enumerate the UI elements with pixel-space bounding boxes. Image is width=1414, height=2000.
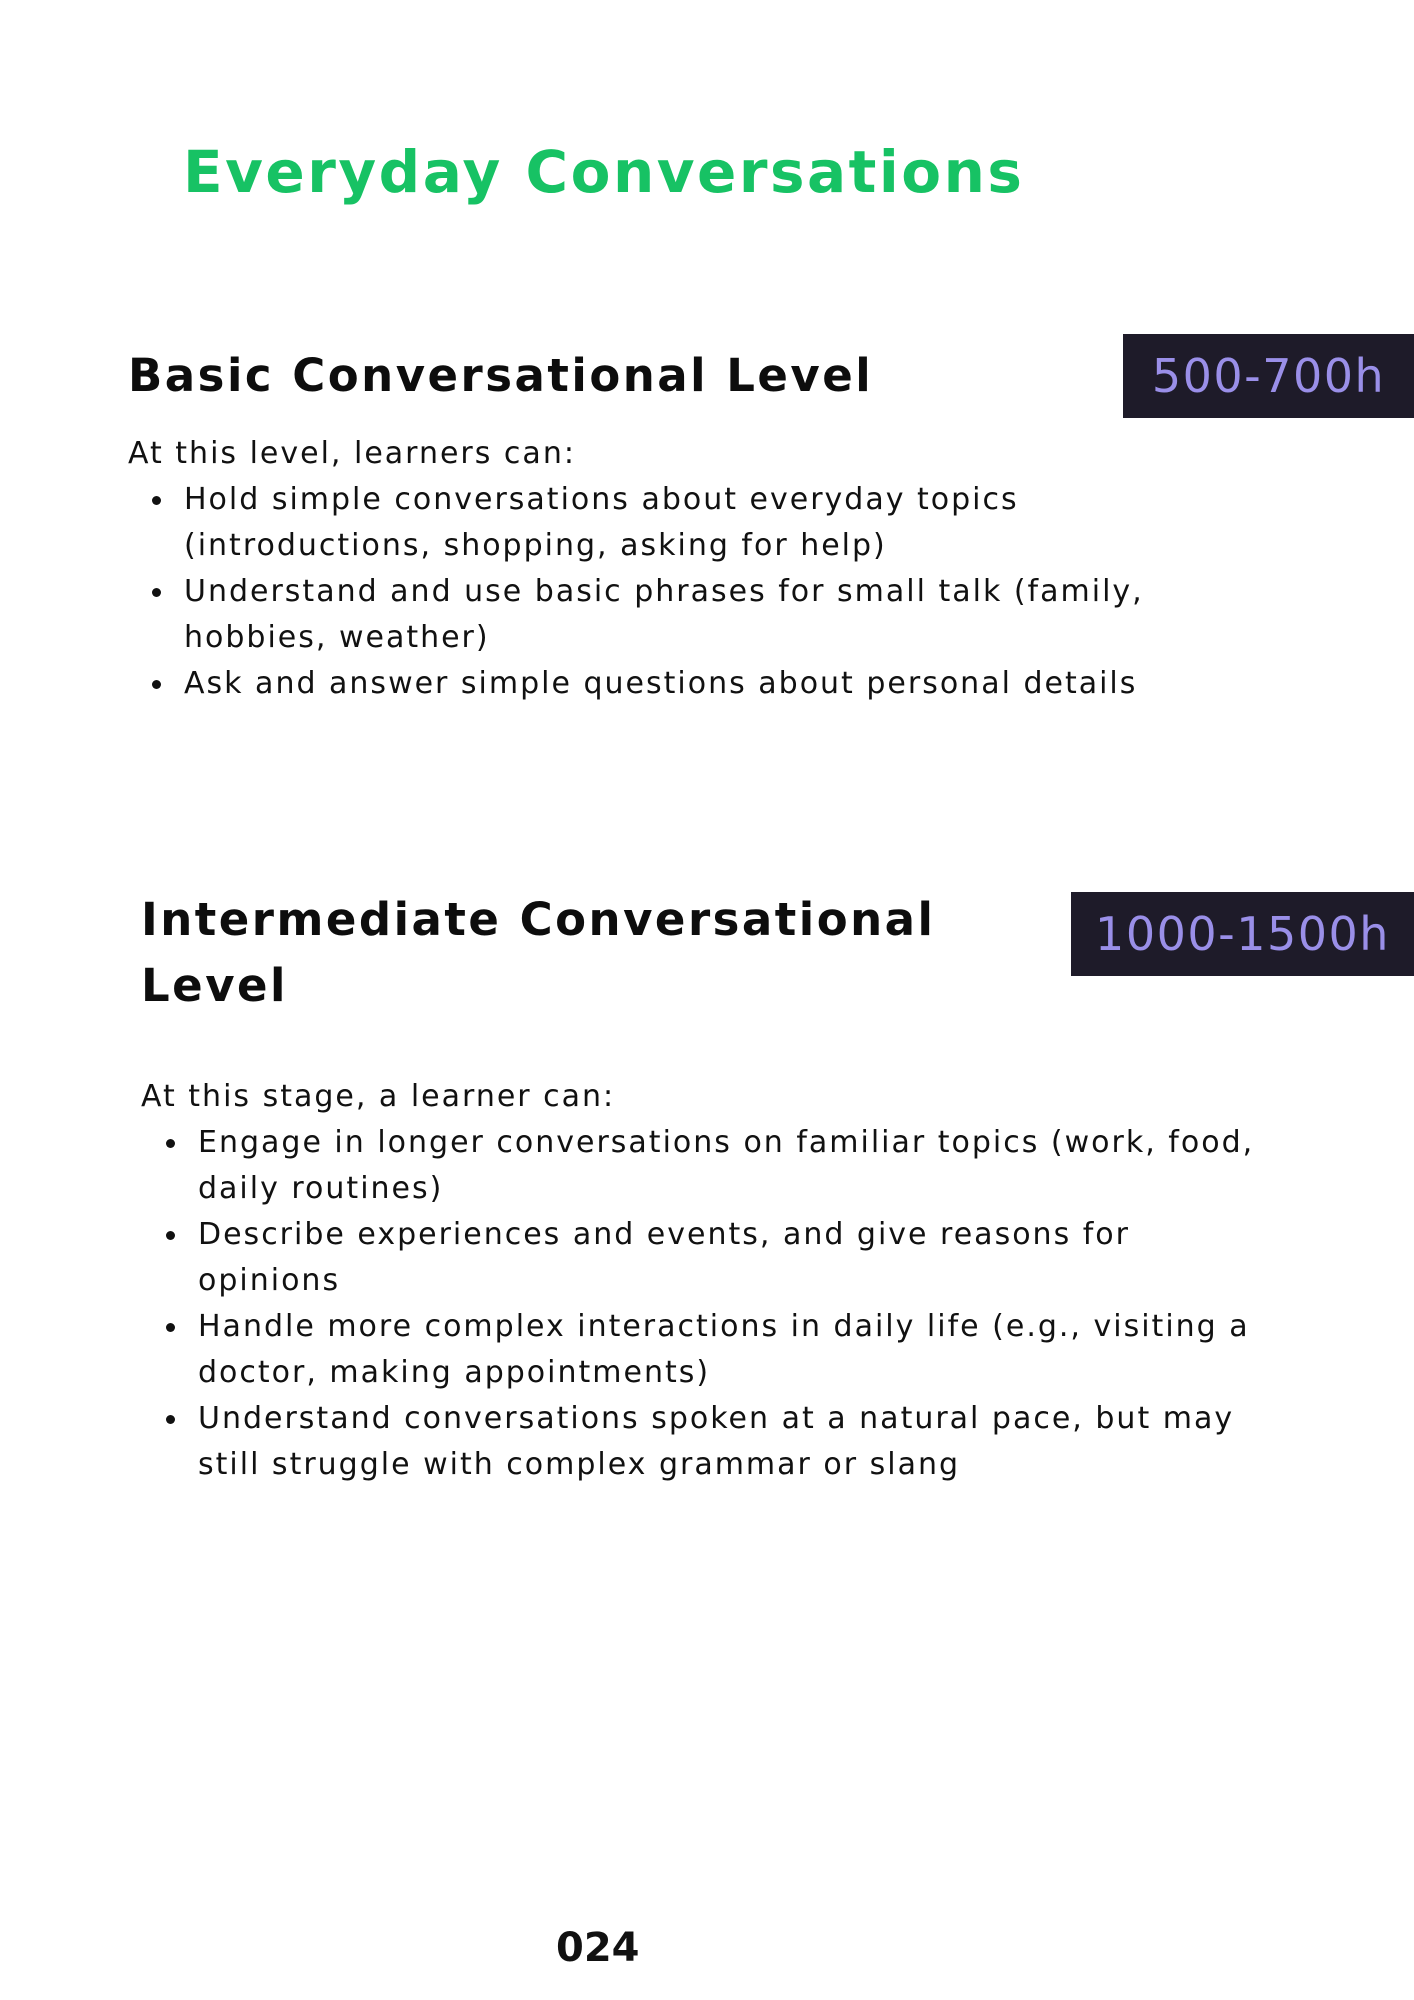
basic-level-list bbox=[184, 477, 1264, 707]
list-item-text: Ask and answer simple questions about personal details bbox=[184, 666, 1138, 701]
bullet-icon bbox=[166, 1139, 175, 1148]
intermediate-level-hours-badge: 1000-1500h bbox=[1071, 892, 1414, 976]
list-item-text: Understand and use basic phrases for small talk (family, hobbies, weather) bbox=[184, 574, 1144, 655]
bullet-icon bbox=[166, 1415, 175, 1424]
basic-level-hours-badge: 500-700h bbox=[1123, 334, 1414, 418]
intermediate-level-intro: At this stage, a learner can: bbox=[141, 1079, 616, 1114]
list-item bbox=[184, 477, 1264, 569]
bullet-icon bbox=[166, 1231, 175, 1240]
list-item bbox=[198, 1120, 1278, 1212]
intermediate-level-list bbox=[198, 1120, 1278, 1488]
list-item-text: Understand conversations spoken at a natural pace, but may still struggle with complex grammar or slang bbox=[198, 1401, 1235, 1482]
list-item bbox=[198, 1304, 1278, 1396]
list-item-text: Handle more complex interactions in daily life (e.g., visiting a doctor, making appointments) bbox=[198, 1309, 1250, 1390]
list-item bbox=[184, 661, 1264, 707]
basic-level-heading: Basic Conversational Level bbox=[128, 349, 874, 402]
page-number: 024 bbox=[556, 1925, 640, 1971]
intermediate-level-heading: Intermediate Conversational Level bbox=[141, 893, 936, 1012]
list-item-text: Describe experiences and events, and give reasons for opinions bbox=[198, 1217, 1130, 1298]
bullet-icon bbox=[166, 1323, 175, 1332]
list-item-text: Hold simple conversations about everyday topics (introductions, shopping, asking for help) bbox=[184, 482, 1019, 563]
basic-level-intro: At this level, learners can: bbox=[128, 436, 576, 471]
list-item bbox=[198, 1212, 1278, 1304]
list-item bbox=[184, 569, 1264, 661]
bullet-icon bbox=[152, 496, 161, 505]
bullet-icon bbox=[152, 588, 161, 597]
list-item bbox=[198, 1396, 1278, 1488]
bullet-icon bbox=[152, 680, 161, 689]
page-title: Everyday Conversations bbox=[183, 138, 1025, 206]
list-item-text: Engage in longer conversations on familiar topics (work, food, daily routines) bbox=[198, 1125, 1255, 1206]
